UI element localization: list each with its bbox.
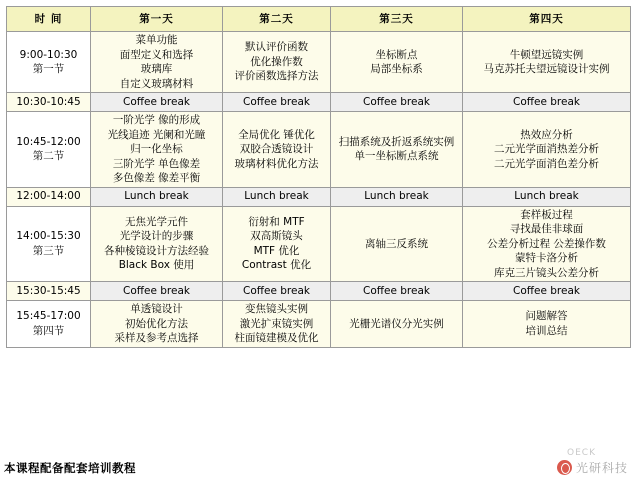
day-cell (463, 206, 631, 282)
cell-line: 蒙特卡洛分析 (515, 252, 578, 264)
cell-line: 单一坐标断点系统 (354, 150, 439, 163)
time-cell (7, 187, 91, 206)
cell-line: 玻璃库 (140, 63, 173, 75)
cell-line: 培训总结 (525, 324, 568, 337)
session-label: 第二节 (32, 150, 65, 163)
cell-line: 归一化坐标 (130, 143, 183, 155)
day-cell (91, 32, 223, 93)
time-cell (7, 282, 91, 301)
cell-line: 菜单功能 (135, 34, 178, 46)
cell-line: 全局优化 锤优化 (238, 128, 315, 141)
cell-line: 寻找最佳非球面 (509, 223, 584, 235)
day-cell (331, 206, 463, 282)
cell-line: Lunch break (244, 190, 309, 203)
cell-line: 优化操作数 (250, 55, 303, 68)
cell-line: 二元光学面消色差分析 (494, 157, 599, 170)
cell-line: 离轴三反系统 (365, 237, 428, 250)
cell-line: Lunch break (364, 190, 429, 203)
day-cell (91, 187, 223, 206)
footer-note: 本课程配备配套培训教程 (4, 461, 136, 475)
cell-line: Coffee break (243, 95, 310, 108)
time-cell (7, 206, 91, 282)
cell-line: 光线追迹 光阑和光瞳 (107, 128, 206, 141)
day-cell (91, 282, 223, 301)
cell-line: Black Box 使用 (118, 259, 195, 272)
session-label: 第一节 (32, 63, 65, 75)
time-range: 15:45-17:00 (16, 310, 81, 323)
table-body (7, 32, 631, 348)
cell-line: 坐标断点 (375, 48, 418, 61)
cell-line: 多色像差 像差平衡 (112, 172, 201, 184)
cell-line: 热效应分析 (520, 128, 573, 141)
day-cell (463, 112, 631, 188)
day-cell (331, 187, 463, 206)
cell-line: 初始优化方法 (125, 317, 188, 330)
cell-line: Coffee break (513, 284, 580, 297)
table-row (7, 112, 631, 188)
table-header (7, 7, 631, 32)
cell-line: 双高斯镜头 (250, 230, 303, 243)
cell-line: Coffee break (363, 95, 430, 108)
day-cell (331, 112, 463, 188)
cell-line: 评价函数选择方法 (234, 70, 319, 83)
cell-line: 柱面镜建模及优化 (234, 332, 319, 344)
day-cell (223, 32, 331, 93)
column-header-day3: 第三天 (331, 7, 463, 32)
cell-line: Coffee break (243, 284, 310, 297)
cell-line: 套样板过程 (520, 208, 573, 221)
session-label: 第三节 (32, 244, 65, 257)
session-label: 第四节 (32, 324, 65, 337)
cell-line: 三阶光学 单色像差 (112, 157, 201, 170)
cell-line: 牛顿望远镜实例 (509, 48, 584, 61)
cell-line: Contrast 优化 (241, 259, 312, 272)
table-row (7, 282, 631, 301)
cell-line: Coffee break (363, 284, 430, 297)
table-row (7, 93, 631, 112)
time-range: 10:45-12:00 (16, 135, 81, 148)
brand-name: 光研科技 (575, 461, 628, 475)
cell-line: 马克苏托夫望远镜设计实例 (483, 63, 610, 75)
cell-line: Coffee break (123, 95, 190, 108)
day-cell (463, 32, 631, 93)
cell-line: 局部坐标系 (370, 63, 423, 75)
table-row (7, 187, 631, 206)
cell-line: 扫描系统及折返系统实例 (338, 135, 455, 148)
cell-line: 衍射和 MTF (248, 215, 305, 228)
cell-line: 面型定义和选择 (119, 48, 194, 61)
column-header-day4: 第四天 (463, 7, 631, 32)
cell-line: 光学设计的步骤 (119, 230, 194, 243)
day-cell (223, 282, 331, 301)
day-cell (331, 93, 463, 112)
day-cell (331, 301, 463, 348)
cell-line: Coffee break (123, 284, 190, 297)
cell-line: 玻璃材料优化方法 (234, 157, 319, 170)
day-cell (223, 112, 331, 188)
cell-line: 激光扩束镜实例 (239, 317, 314, 330)
time-cell (7, 32, 91, 93)
day-cell (463, 93, 631, 112)
time-cell (7, 93, 91, 112)
time-cell (7, 112, 91, 188)
day-cell (223, 301, 331, 348)
cell-line: 默认评价函数 (245, 41, 308, 54)
training-schedule-table (6, 6, 631, 348)
time-range: 10:30-10:45 (16, 95, 81, 108)
cell-line: 一阶光学 像的形成 (112, 114, 201, 126)
cell-line: 无焦光学元件 (125, 215, 188, 228)
cell-line: 单透镜设计 (130, 303, 183, 315)
day-cell (223, 187, 331, 206)
day-cell (223, 206, 331, 282)
column-header-time: 时 间 (7, 7, 91, 32)
cell-line: 问题解答 (525, 310, 568, 323)
cell-line: 自定义玻璃材料 (119, 77, 194, 90)
time-range: 14:00-15:30 (16, 230, 81, 243)
cell-line: 各种棱镜设计方法经验 (104, 244, 209, 257)
day-cell (91, 301, 223, 348)
time-range: 9:00-10:30 (19, 48, 78, 61)
cell-line: MTF 优化 (253, 244, 300, 257)
table-row (7, 206, 631, 282)
time-range: 12:00-14:00 (16, 190, 81, 203)
day-cell (91, 206, 223, 282)
cell-line: 光栅光谱仪分光实例 (349, 317, 444, 330)
day-cell (463, 187, 631, 206)
time-cell (7, 301, 91, 348)
day-cell (463, 301, 631, 348)
cell-line: 双胶合透镜设计 (239, 143, 314, 155)
day-cell (223, 93, 331, 112)
table-header-row (7, 7, 631, 32)
time-range: 15:30-15:45 (16, 284, 81, 297)
brand-logo-icon (557, 460, 572, 475)
day-cell (331, 282, 463, 301)
day-cell (463, 282, 631, 301)
day-cell (331, 32, 463, 93)
table-row (7, 301, 631, 348)
cell-line: 库克三片镜头公差分析 (494, 266, 599, 279)
table-row (7, 32, 631, 93)
oeck-tag: OECK (567, 448, 596, 458)
cell-line: Lunch break (124, 190, 189, 203)
column-header-day1: 第一天 (91, 7, 223, 32)
cell-line: 变焦镜头实例 (245, 303, 308, 315)
cell-line: 采样及参考点选择 (114, 332, 199, 344)
cell-line: 二元光学面消热差分析 (494, 143, 599, 155)
watermark (557, 459, 628, 476)
cell-line: Lunch break (514, 190, 579, 203)
column-header-day2: 第二天 (223, 7, 331, 32)
day-cell (91, 112, 223, 188)
cell-line: Coffee break (513, 95, 580, 108)
cell-line: 公差分析过程 公差操作数 (487, 237, 606, 250)
day-cell (91, 93, 223, 112)
